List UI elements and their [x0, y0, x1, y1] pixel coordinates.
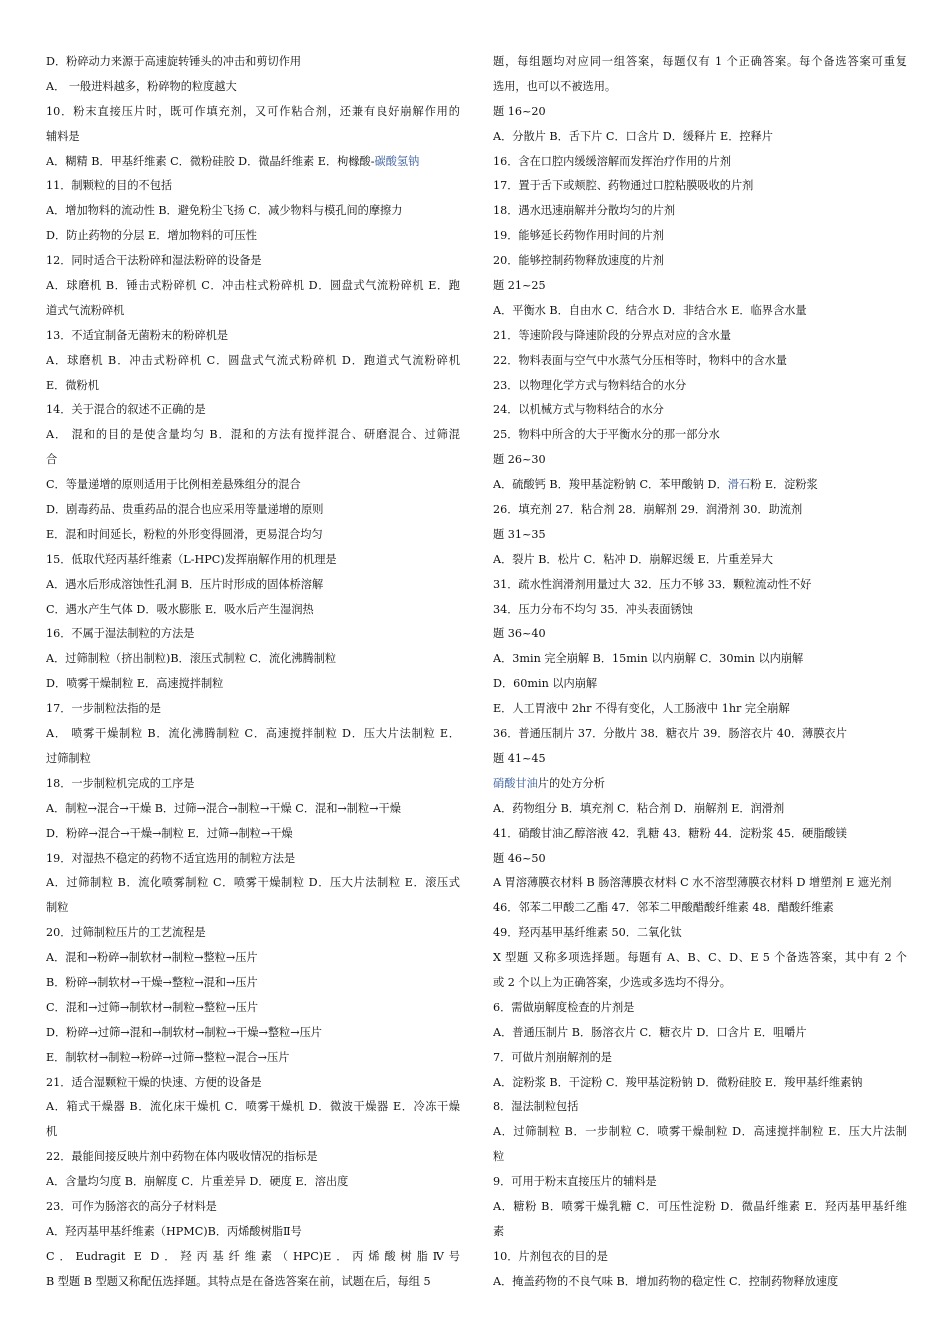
text-line: 题 31~35 — [493, 527, 546, 541]
text-line: A．硫酸钙 B．羧甲基淀粉钠 C．苯甲酸钠 D．滑石粉 E．淀粉浆 — [493, 478, 818, 492]
text-line: E．微粉机 — [46, 378, 99, 392]
text-line: 制粒 — [46, 901, 69, 915]
text-line: A．分散片 B．舌下片 C．口含片 D．缓释片 E．控释片 — [493, 129, 773, 143]
text-line: 题 16~20 — [493, 104, 546, 118]
text-line: 31．疏水性润滑剂用量过大 32．压力不够 33．颗粒流动性不好 — [493, 577, 812, 591]
text-line: D．喷雾干燥制粒 E．高速搅拌制粒 — [46, 677, 224, 691]
text-line: 12．同时适合干法粉碎和湿法粉碎的设备是 — [46, 254, 262, 268]
text-line: A．制粒→混合→干燥 B．过筛→混合→制粒→干燥 C．混和→制粒→干燥 — [46, 801, 401, 815]
text-line: 20．能够控制药物释放速度的片剂 — [493, 254, 664, 268]
text-line: 36．普通压制片 37．分散片 38．糖衣片 39．肠溶衣片 40．薄膜衣片 — [493, 727, 847, 741]
text-line: 13．不适宜制备无菌粉末的粉碎机是 — [46, 328, 229, 342]
text-line: 23．可作为肠溶衣的高分子材料是 — [46, 1199, 217, 1213]
text-line: A 胃溶薄膜衣材料 B 肠溶薄膜衣材料 C 水不溶型薄膜衣材料 D 增塑剂 E 遮光剂 — [493, 876, 892, 890]
text-line: E．人工胃液中 2hr 不得有变化，人工肠液中 1hr 完全崩解 — [493, 702, 790, 716]
text-line: A．过筛制粒（挤出制粒)B．滚压式制粒 C．流化沸腾制粒 — [46, 652, 337, 666]
text-line: 8．湿法制粒包括 — [493, 1100, 579, 1114]
text-line: C．等量递增的原则适用于比例相差悬殊组分的混合 — [46, 478, 301, 492]
text-line: B．粉碎→制软材→干燥→整粒→混和→压片 — [46, 975, 258, 989]
text-line: 49．羟丙基甲基纤维素 50．二氧化钛 — [493, 926, 682, 940]
text-line: A．球磨机 B．冲击式粉碎机 C．圆盘式气流式粉碎机 D．跑道式气流粉碎机 — [46, 353, 460, 367]
hyperlink-text[interactable]: 硝酸甘油 — [493, 776, 538, 790]
text-line: A．糖粉 B．喷雾干燥乳糖 C．可压性淀粉 D．微晶纤维素 E．羟丙基甲基纤维 — [493, 1199, 907, 1213]
text-line: 21．适合湿颗粒干燥的快速、方便的设备是 — [46, 1075, 262, 1089]
text-line: 19．对湿热不稳定的药物不适宜选用的制粒方法是 — [46, 851, 296, 865]
text-line: 10．片剂包衣的目的是 — [493, 1249, 608, 1263]
text-line: 辅料是 — [46, 129, 80, 143]
text-line: D．防止药物的分层 E．增加物料的可压性 — [46, 229, 257, 243]
text-line: 34．压力分布不均匀 35．冲头表面锈蚀 — [493, 602, 693, 616]
text-line: D．粉碎动力来源于高速旋转锤头的冲击和剪切作用 — [46, 55, 302, 68]
text-line: A． 混和的目的是使含量均匀 B．混和的方法有搅拌混合、研磨混合、过筛混 — [46, 428, 460, 442]
text-line: 选用，也可以不被选用。 — [493, 79, 617, 93]
text-line: 6．需做崩解度检查的片剂是 — [493, 1000, 635, 1014]
text-line: 题，每组题均对应同一组答案，每题仅有 1 个正确答案。每个备选答案可重复 — [493, 55, 907, 68]
text-line: 过筛制粒 — [46, 751, 91, 765]
text-line: 24．以机械方式与物料结合的水分 — [493, 403, 664, 417]
text-line: 题 46~50 — [493, 851, 546, 865]
text-line: A．淀粉浆 B．干淀粉 C．羧甲基淀粉钠 D．微粉硅胶 E．羧甲基纤维素钠 — [493, 1075, 863, 1089]
text-line: D．粉碎→过筛→混和→制软材→制粒→干燥→整粒→压片 — [46, 1025, 322, 1039]
text-line: 16．含在口腔内缓缓溶解而发挥治疗作用的片剂 — [493, 154, 731, 168]
text-line: 17．置于舌下或颊腔、药物通过口腔粘膜吸收的片剂 — [493, 179, 754, 193]
text-line: D．60min 以内崩解 — [493, 677, 598, 691]
text-line: B 型题 B 型题又称配伍选择题。其特点是在备选答案在前，试题在后，每组 5 — [46, 1274, 431, 1288]
text-line: A．3min 完全崩解 B．15min 以内崩解 C．30min 以内崩解 — [493, 652, 804, 666]
text-line: A．遇水后形成溶蚀性孔洞 B．压片时形成的固体桥溶解 — [46, 577, 324, 591]
text-line: 18．一步制粒机完成的工序是 — [46, 776, 195, 790]
text-line: 机 — [46, 1125, 58, 1139]
text-line: 硝酸甘油片的处方分析 — [493, 776, 605, 790]
text-line: 粒 — [493, 1150, 505, 1164]
left-column — [46, 50, 460, 1295]
text-line: 19．能够延长药物作用时间的片剂 — [493, 229, 664, 243]
text-line: A．裂片 B．松片 C．粘冲 D．崩解迟缓 E．片重差异大 — [493, 552, 773, 566]
text-line: A．箱式干燥器 B．流化床干燥机 C．喷雾干燥机 D．微波干燥器 E．冷冻干燥 — [46, 1100, 460, 1114]
text-line: A．糊精 B．甲基纤维素 C．微粉硅胶 D．微晶纤维素 E．枸橼酸-碳酸氢钠 — [46, 154, 420, 168]
text-line: 22．最能间接反映片剂中药物在体内吸收情况的指标是 — [46, 1150, 318, 1164]
text-line: 7．可做片剂崩解剂的是 — [493, 1050, 612, 1064]
text-line: 10．粉末直接压片时，既可作填充剂，又可作粘合剂，还兼有良好崩解作用的 — [46, 104, 460, 118]
text-line: 22．物料表面与空气中水蒸气分压相等时，物料中的含水量 — [493, 353, 787, 367]
text-line: C．Eudragit E D．羟丙基纤维素（HPC)E．丙烯酸树脂Ⅳ号 — [46, 1249, 460, 1263]
text-line: 或 2 个以上为正确答案，少选或多选均不得分。 — [493, 975, 731, 989]
text-line: A．羟丙基甲基纤维素（HPMC)B．丙烯酸树脂Ⅱ号 — [46, 1224, 302, 1238]
text-line: 26．填充剂 27．粘合剂 28．崩解剂 29．润滑剂 30．助流剂 — [493, 503, 803, 517]
right-column — [493, 50, 907, 1295]
text-line: A． 喷雾干燥制粒 B．流化沸腾制粒 C．高速搅拌制粒 D．压大片法制粒 E． — [46, 727, 460, 741]
text-line: E．制软材→制粒→粉碎→过筛→整粒→混合→压片 — [46, 1050, 290, 1064]
text-line: 41．硝酸甘油乙醇溶液 42．乳糖 43．糖粉 44．淀粉浆 45．硬脂酸镁 — [493, 826, 847, 840]
text-line: 46．邻苯二甲酸二乙酯 47．邻苯二甲酸醋酸纤维素 48．醋酸纤维素 — [493, 901, 834, 915]
text-line: 17．一步制粒法指的是 — [46, 702, 161, 716]
text-line: A．增加物料的流动性 B．避免粉尘飞扬 C．减少物料与模孔间的摩擦力 — [46, 204, 403, 218]
text-line: 25．物料中所含的大于平衡水分的那一部分水 — [493, 428, 720, 442]
text-line: A．平衡水 B．自由水 C．结合水 D．非结合水 E．临界含水量 — [493, 303, 807, 317]
text-line: 题 36~40 — [493, 627, 546, 641]
text-line: A．混和→粉碎→制软材→制粒→整粒→压片 — [46, 951, 258, 965]
text-line: A．球磨机 B．锤击式粉碎机 C．冲击柱式粉碎机 D．圆盘式气流粉碎机 E．跑 — [46, 279, 460, 293]
text-line: 道式气流粉碎机 — [46, 303, 125, 317]
text-line: 素 — [493, 1224, 505, 1238]
text-line: 合 — [46, 453, 58, 467]
text-line: D．剧毒药品、贵重药品的混合也应采用等量递增的原则 — [46, 503, 324, 517]
text-line: 14．关于混合的叙述不正确的是 — [46, 403, 206, 417]
hyperlink-text[interactable]: 滑石 — [727, 478, 751, 492]
text-line: A．过筛制粒 B．流化喷雾制粒 C．喷雾干燥制粒 D．压大片法制粒 E．滚压式 — [46, 876, 460, 890]
text-line: X 型题 又称多项选择题。每题有 A、B、C、D、E 5 个备选答案，其中有 2 个 — [493, 951, 907, 965]
text-line: 15．低取代羟丙基纤维素（L-HPC)发挥崩解作用的机理是 — [46, 552, 337, 566]
text-line: 题 21~25 — [493, 279, 546, 293]
text-line: A．普通压制片 B．肠溶衣片 C．糖衣片 D．口含片 E．咀嚼片 — [493, 1025, 807, 1039]
text-line: 11．制颗粒的目的不包括 — [46, 179, 173, 193]
text-line: 18．遇水迅速崩解并分散均匀的片剂 — [493, 204, 676, 218]
text-line: A． 一般进料越多，粉碎物的粒度越大 — [46, 79, 237, 93]
text-line: 20．过筛制粒压片的工艺流程是 — [46, 926, 206, 940]
text-line: C．遇水产生气体 D．吸水膨胀 E．吸水后产生湿润热 — [46, 602, 314, 616]
text-line: D．粉碎→混合→干燥→制粒 E．过筛→制粒→干燥 — [46, 826, 293, 840]
text-line: A．过筛制粒 B．一步制粒 C．喷雾干燥制粒 D．高速搅拌制粒 E．压大片法制 — [493, 1125, 907, 1139]
text-line: C．混和→过筛→制软材→制粒→整粒→压片 — [46, 1000, 259, 1014]
text-line: E．混和时间延长，粉粒的外形变得圆滑，更易混合均匀 — [46, 527, 323, 541]
text-line: 题 26~30 — [493, 453, 546, 467]
text-line: A．掩盖药物的不良气味 B．增加药物的稳定性 C．控制药物释放速度 — [493, 1274, 839, 1288]
text-line: A．含量均匀度 B．崩解度 C．片重差异 D．硬度 E．溶出度 — [46, 1175, 349, 1189]
text-line: 题 41~45 — [493, 751, 546, 765]
text-line: 16．不属于湿法制粒的方法是 — [46, 627, 195, 641]
text-line: 21．等速阶段与降速阶段的分界点对应的含水量 — [493, 328, 731, 342]
text-line: 23．以物理化学方式与物料结合的水分 — [493, 378, 687, 392]
hyperlink-text[interactable]: 碳酸氢钠 — [374, 154, 420, 168]
text-line: A．药物组分 B．填充剂 C．粘合剂 D．崩解剂 E．润滑剂 — [493, 801, 785, 815]
text-line: 9．可用于粉末直接压片的辅料是 — [493, 1175, 657, 1189]
